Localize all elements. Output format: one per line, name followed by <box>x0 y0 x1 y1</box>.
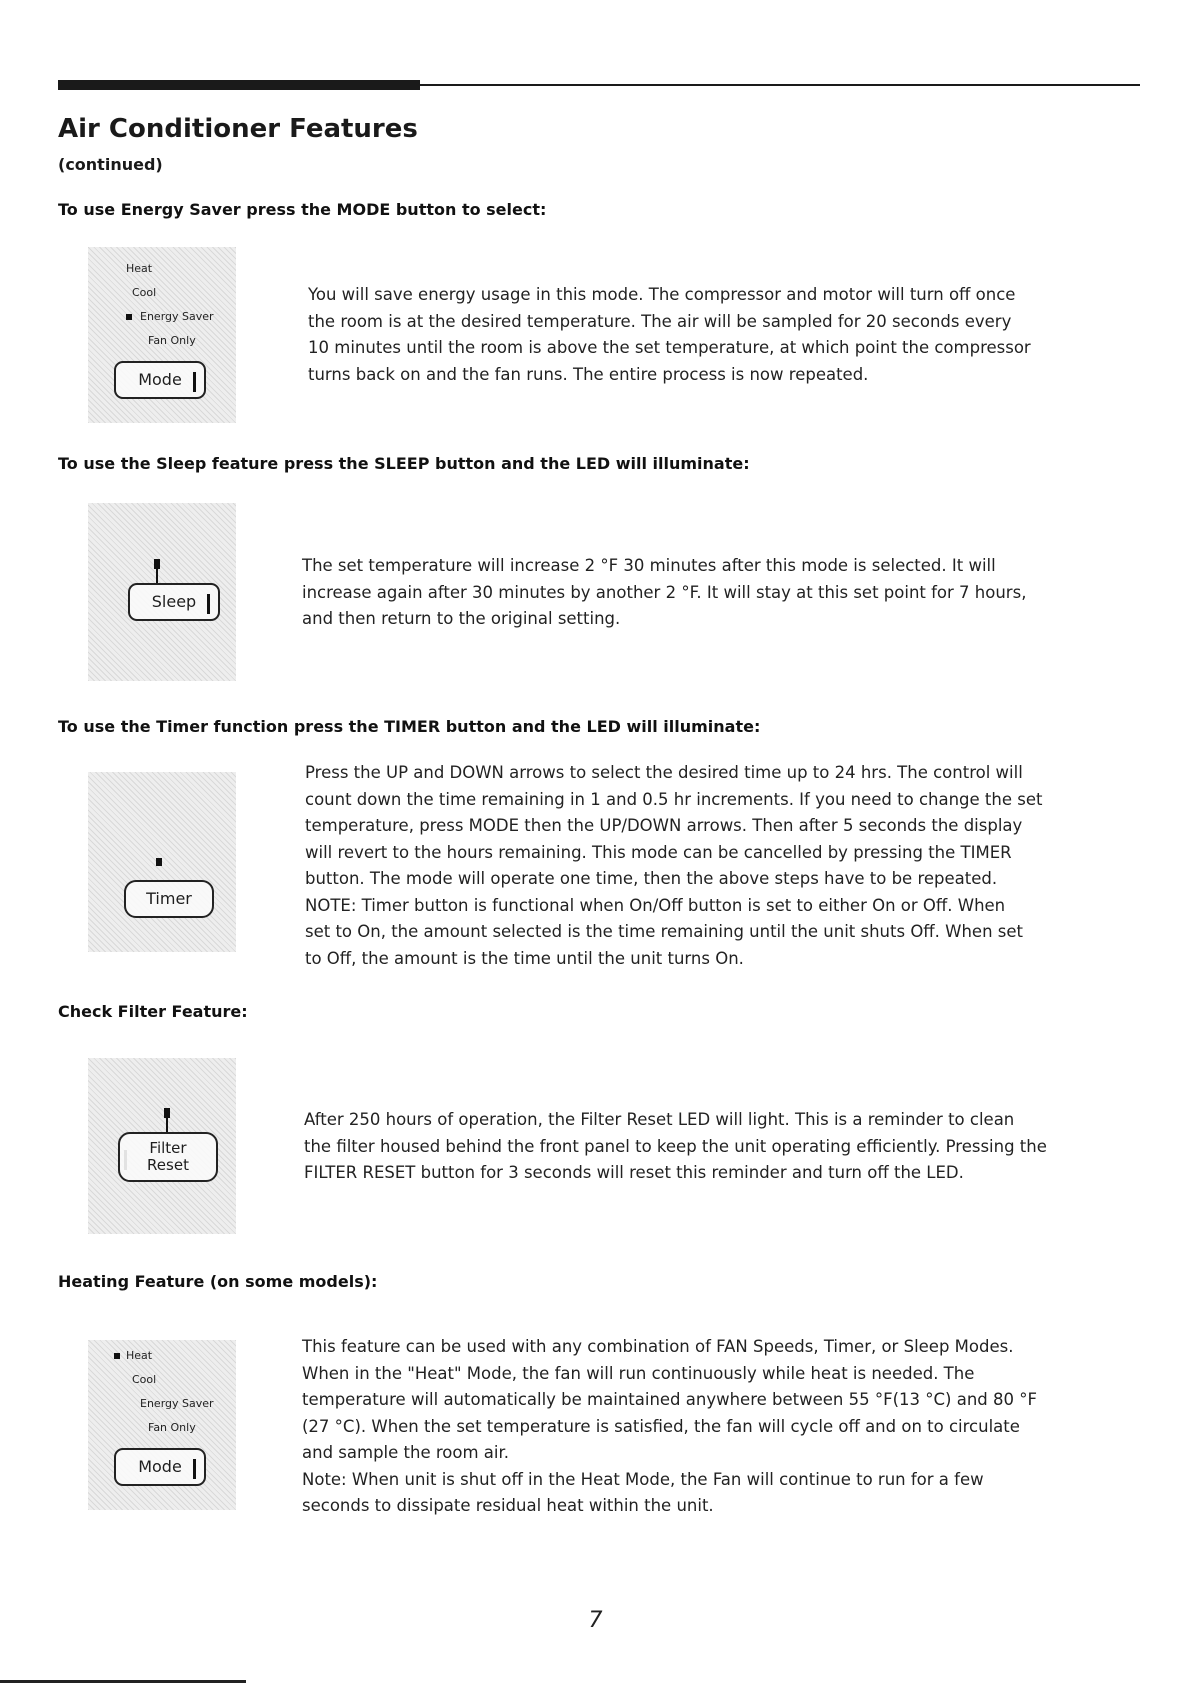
sleep-button-label: Sleep <box>151 592 197 611</box>
filter-reset-label-line1: Filter <box>149 1139 187 1157</box>
heating-heading: Heating Feature (on some models): <box>58 1272 378 1291</box>
energy-saver-heading: To use Energy Saver press the MODE button to select: <box>58 200 547 219</box>
timer-button[interactable] <box>124 880 214 918</box>
paragraph-line: button. The mode will operate one time, then the above steps have to be repeated. <box>305 869 998 888</box>
paragraph-line: FILTER RESET button for 3 seconds will reset this reminder and turn off the LED. <box>304 1163 964 1182</box>
sleep-description <box>302 553 1026 633</box>
mode-item-heat: Heat <box>126 1349 153 1362</box>
paragraph-line: NOTE: Timer button is functional when On/Off button is set to either On or Off. When <box>305 895 1006 915</box>
led-indicator-icon <box>156 858 162 866</box>
paragraph-line: seconds to dissipate residual heat within the unit. <box>302 1496 714 1515</box>
led-indicator-icon <box>164 1108 170 1118</box>
energy-saver-control-panel <box>88 247 236 423</box>
timer-description <box>305 760 1042 972</box>
timer-control-panel <box>88 772 236 952</box>
sleep-heading: To use the Sleep feature press the SLEEP button and the LED will illuminate: <box>58 454 750 473</box>
paragraph-line: to Off, the amount is the time until the unit turns On. <box>305 948 744 968</box>
paragraph-line: Note: When unit is shut off in the Heat Mode, the Fan will continue to run for a few <box>302 1469 984 1489</box>
paragraph-line: This feature can be used with any combination of FAN Speeds, Timer, or Sleep Modes. <box>302 1337 1014 1356</box>
paragraph-line: the filter housed behind the front panel to keep the unit operating efficiently. Pressing the <box>304 1136 1047 1156</box>
paragraph-line: will revert to the hours remaining. This mode can be cancelled by pressing the TIMER <box>305 842 1012 862</box>
paragraph-line: Press the UP and DOWN arrows to select the desired time up to 24 hrs. The control will <box>305 763 1023 782</box>
mode-item-cool: Cool <box>132 1373 157 1386</box>
page-subtitle: (continued) <box>58 155 163 174</box>
mode-item-fan-only: Fan Only <box>148 1421 196 1434</box>
paragraph-line: set to On, the amount selected is the time remaining until the unit shuts Off. When set <box>305 922 1024 941</box>
mode-button[interactable] <box>114 1448 206 1486</box>
mode-button-label: Mode <box>138 370 182 389</box>
sleep-control-panel <box>88 503 236 681</box>
paragraph-line: and then return to the original setting. <box>302 609 621 628</box>
paragraph-line: 10 minutes until the room is above the set temperature, at which point the compressor <box>308 338 1031 357</box>
mode-item-fan-only: Fan Only <box>148 334 196 347</box>
mode-item-energy-saver: Energy Saver <box>140 1397 214 1410</box>
selected-indicator-icon <box>126 314 132 320</box>
mode-item-cool: Cool <box>132 286 157 299</box>
led-bar-icon <box>207 594 210 614</box>
check-filter-description <box>304 1107 1047 1187</box>
header-rule-thin <box>420 84 1140 86</box>
mode-button[interactable] <box>114 361 206 399</box>
paragraph-line: the room is at the desired temperature. The air will be sampled for 20 seconds every <box>308 311 1012 331</box>
mode-list <box>88 257 236 353</box>
paragraph-line: When in the "Heat" Mode, the fan will run continuously while heat is needed. The <box>302 1363 975 1383</box>
page-title: Air Conditioner Features <box>58 114 418 144</box>
heating-description <box>302 1334 1037 1520</box>
paragraph-line: increase again after 30 minutes by another 2 °F. It will stay at this set point for 7 hours, <box>302 582 1027 602</box>
led-stem-icon <box>166 1118 168 1132</box>
mode-button-label: Mode <box>138 1457 182 1476</box>
led-stem-icon <box>156 569 158 583</box>
energy-saver-description <box>308 282 1031 388</box>
mode-item-heat: Heat <box>126 262 153 275</box>
paragraph-line: The set temperature will increase 2 °F 30 minutes after this mode is selected. It will <box>302 556 996 575</box>
heating-control-panel <box>88 1340 236 1510</box>
paragraph-line: count down the time remaining in 1 and 0.5 hr increments. If you need to change the set <box>305 789 1043 809</box>
mode-list <box>88 1344 236 1440</box>
paragraph-line: temperature will automatically be maintained anywhere between 55 °F(13 °C) and 80 °F <box>302 1390 1037 1409</box>
check-filter-heading: Check Filter Feature: <box>58 1002 248 1021</box>
filter-control-panel <box>88 1058 236 1234</box>
header-rule-thick <box>58 80 420 90</box>
paragraph-line: and sample the room air. <box>302 1443 509 1462</box>
timer-button-label: Timer <box>146 889 192 908</box>
paragraph-line: After 250 hours of operation, the Filter Reset LED will light. This is a reminder to clean <box>304 1110 1015 1129</box>
paragraph-line: (27 °C). When the set temperature is satisfied, the fan will cycle off and on to circulate <box>302 1416 1020 1436</box>
led-bar-icon <box>193 372 196 392</box>
led-bar-icon <box>193 1459 196 1479</box>
filter-reset-button[interactable] <box>118 1132 218 1182</box>
page-number: 7 <box>588 1608 603 1633</box>
timer-heading: To use the Timer function press the TIMER button and the LED will illuminate: <box>58 717 761 736</box>
paragraph-line: You will save energy usage in this mode. The compressor and motor will turn off once <box>308 285 1016 304</box>
filter-reset-label-line2: Reset <box>147 1156 189 1174</box>
sleep-button[interactable] <box>128 583 220 621</box>
paragraph-line: turns back on and the fan runs. The entire process is now repeated. <box>308 364 869 384</box>
mode-item-energy-saver: Energy Saver <box>140 310 214 323</box>
led-indicator-icon <box>154 559 160 569</box>
selected-indicator-icon <box>114 1353 120 1359</box>
paragraph-line: temperature, press MODE then the UP/DOWN arrows. Then after 5 seconds the display <box>305 816 1023 835</box>
